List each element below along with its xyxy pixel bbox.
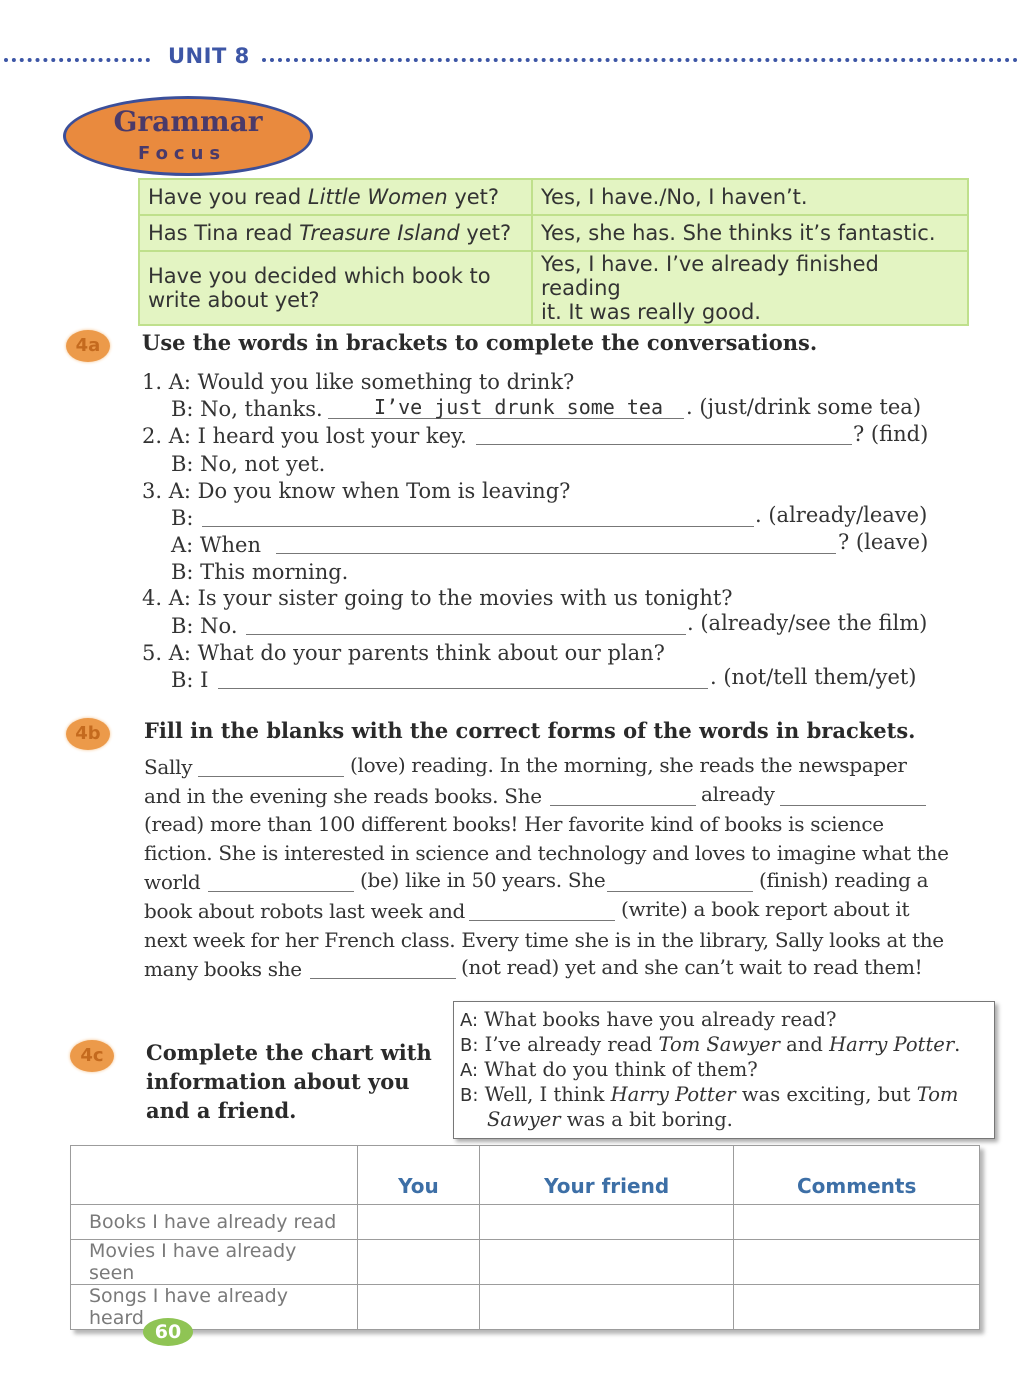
exercise-line: . (already/see the film)	[687, 611, 928, 635]
chart-header-friend: Your friend	[479, 1146, 733, 1205]
answer-blank[interactable]	[208, 869, 354, 892]
paragraph-text: next week for her French class. Every time she is in the library, Sally looks at the	[144, 928, 944, 952]
example-dialogue-box	[453, 1001, 995, 1139]
answer-blank[interactable]	[246, 612, 686, 635]
table-row	[71, 1205, 980, 1240]
chart-header	[71, 1146, 358, 1205]
dotted-rule-right	[262, 58, 1018, 62]
instruction-4c: Complete the chart with	[146, 1040, 432, 1065]
paragraph-text: fiction. She is interested in science and technology and loves to imagine what the	[144, 841, 949, 865]
chart-cell[interactable]	[358, 1285, 480, 1330]
paragraph-text: already	[701, 782, 775, 806]
chart-cell[interactable]	[479, 1205, 733, 1240]
unit-header	[0, 44, 1024, 74]
grammar-focus-badge	[63, 96, 313, 176]
exercise-line: B: I	[171, 668, 209, 692]
exercise-line: . (already/leave)	[755, 503, 928, 527]
paragraph-text: (be) like in 50 years. She	[360, 868, 606, 892]
dialogue-line: B: Well, I think Harry Potter was exciting, but Tom	[460, 1083, 959, 1106]
section-marker-4b: 4b	[66, 718, 110, 750]
paragraph-text: (write) a book report about it	[621, 897, 910, 921]
chart-header-you: You	[358, 1146, 480, 1205]
table-row	[71, 1285, 980, 1330]
instruction-4c: and a friend.	[146, 1098, 297, 1123]
exercise-line: A: When	[171, 533, 261, 557]
dotted-rule-left	[4, 58, 150, 62]
paragraph-text: world	[144, 870, 201, 894]
table-row	[139, 251, 968, 325]
paragraph-text: (not read) yet and she can’t wait to read them!	[461, 955, 923, 979]
exercise-line: ? (leave)	[838, 530, 929, 554]
grammar-focus-subtitle: Focus	[138, 143, 227, 164]
grammar-table	[138, 178, 969, 326]
paragraph-text: (love) reading. In the morning, she reads the newspaper	[350, 753, 907, 777]
page-number: 60	[143, 1318, 193, 1346]
exercise-line: B: No.	[171, 614, 238, 638]
paragraph-text: Sally	[144, 755, 193, 779]
answer-blank[interactable]	[198, 754, 344, 777]
information-chart	[70, 1145, 980, 1330]
instruction-4a: Use the words in brackets to complete the conversations.	[142, 330, 818, 355]
answer-blank[interactable]	[476, 422, 852, 445]
paragraph-text: and in the evening she reads books. She	[144, 784, 542, 808]
chart-cell[interactable]	[734, 1240, 980, 1285]
section-marker-4c: 4c	[70, 1040, 114, 1072]
dialogue-line: B: I’ve already read Tom Sawyer and Harry Potter.	[460, 1033, 961, 1056]
grammar-answer: Yes, I have. I’ve already finished reading it. It was really good.	[532, 251, 968, 325]
exercise-line: 1. A: Would you like something to drink?	[142, 370, 575, 394]
chart-header-row	[71, 1146, 980, 1205]
grammar-answer: Yes, I have./No, I haven’t.	[532, 179, 968, 215]
answer-blank[interactable]	[218, 666, 708, 689]
exercise-line: 4. A: Is your sister going to the movies with us tonight?	[142, 586, 733, 610]
exercise-line: B: No, thanks.	[171, 397, 323, 421]
dialogue-line: A: What do you think of them?	[460, 1058, 758, 1081]
grammar-question: Have you decided which book to write about yet?	[139, 251, 532, 325]
exercise-line: 5. A: What do your parents think about our plan?	[142, 641, 665, 665]
grammar-question: Have you read Little Women yet?	[139, 179, 532, 215]
paragraph-text: many books she	[144, 957, 302, 981]
exercise-line: B:	[171, 506, 194, 530]
dialogue-line: Sawyer was a bit boring.	[487, 1108, 733, 1131]
table-row	[71, 1240, 980, 1285]
chart-cell[interactable]	[734, 1285, 980, 1330]
grammar-focus-title: Grammar	[113, 105, 263, 138]
chart-header-comments: Comments	[734, 1146, 980, 1205]
exercise-line: B: This morning.	[171, 560, 349, 584]
answer-blank[interactable]	[276, 531, 836, 554]
instruction-4c: information about you	[146, 1069, 410, 1094]
exercise-line: . (not/tell them/yet)	[710, 665, 917, 689]
answer-blank[interactable]	[469, 898, 615, 921]
chart-row-label: Movies I have already seen	[71, 1240, 358, 1285]
section-marker-4a: 4a	[66, 330, 110, 362]
chart-row-label: Songs I have already heard	[71, 1285, 358, 1330]
grammar-question: Has Tina read Treasure Island yet?	[139, 215, 532, 251]
paragraph-text: (read) more than 100 different books! Her favorite kind of books is science	[144, 812, 884, 836]
answer-blank[interactable]	[607, 869, 753, 892]
answer-blank[interactable]	[780, 783, 926, 806]
chart-cell[interactable]	[479, 1285, 733, 1330]
instruction-4b: Fill in the blanks with the correct forms of the words in brackets.	[144, 718, 916, 743]
chart-cell[interactable]	[358, 1205, 480, 1240]
table-row	[139, 179, 968, 215]
chart-cell[interactable]	[479, 1240, 733, 1285]
chart-cell[interactable]	[358, 1240, 480, 1285]
unit-title: UNIT 8	[168, 44, 250, 68]
paragraph-text: book about robots last week and	[144, 899, 466, 923]
paragraph-text: (finish) reading a	[759, 868, 929, 892]
exercise-line: 2. A: I heard you lost your key.	[142, 424, 467, 448]
exercise-line: B: No, not yet.	[171, 452, 326, 476]
exercise-line: . (just/drink some tea)	[686, 395, 922, 419]
exercise-line: 3. A: Do you know when Tom is leaving?	[142, 479, 571, 503]
table-row	[139, 215, 968, 251]
chart-row-label: Books I have already read	[71, 1205, 358, 1240]
answer-blank[interactable]	[202, 504, 754, 527]
grammar-answer: Yes, she has. She thinks it’s fantastic.	[532, 215, 968, 251]
exercise-line: ? (find)	[853, 422, 929, 446]
chart-cell[interactable]	[734, 1205, 980, 1240]
answer-blank[interactable]	[550, 783, 696, 806]
example-answer: I’ve just drunk some tea	[374, 395, 663, 419]
answer-blank[interactable]	[310, 956, 456, 979]
dialogue-line: A: What books have you already read?	[460, 1008, 837, 1031]
